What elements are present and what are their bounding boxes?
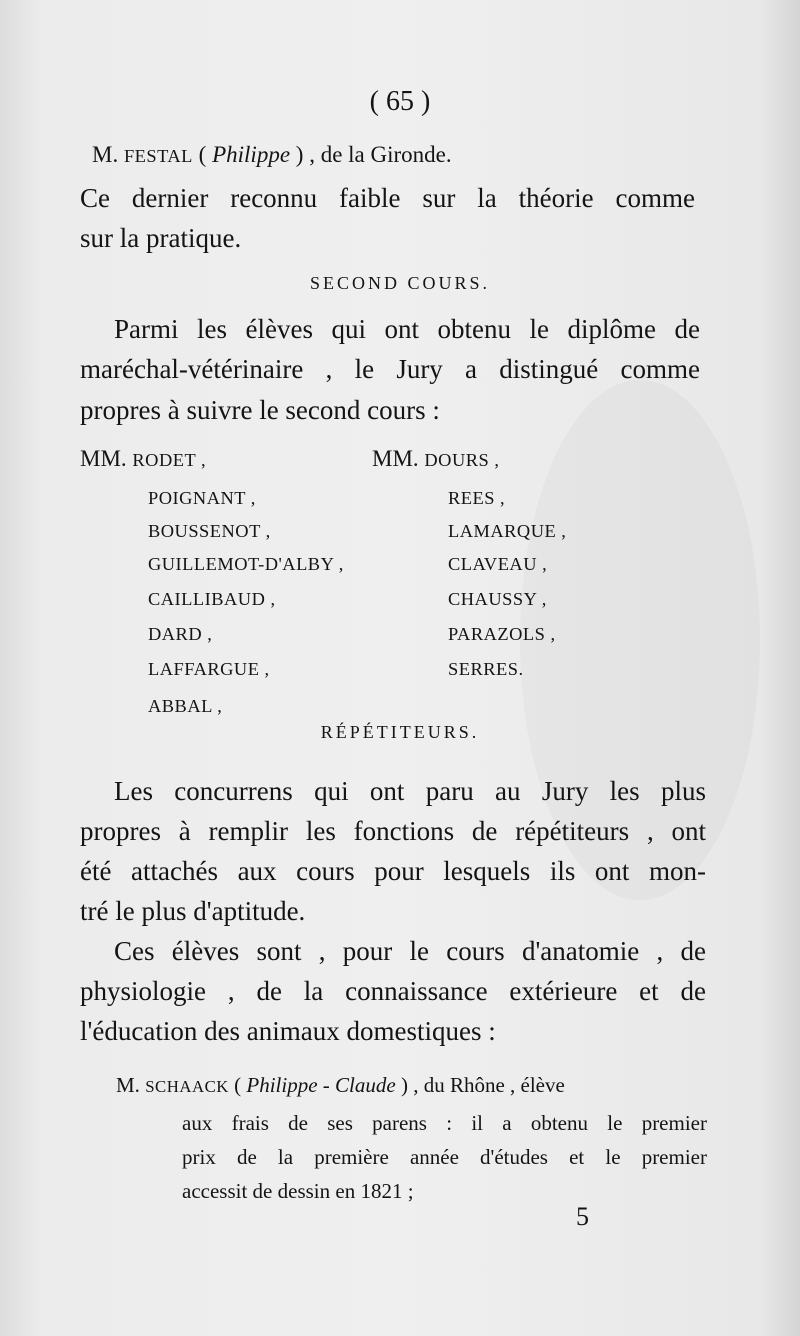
page-number: ( 65 ) <box>369 86 431 117</box>
names-list-left-header: MM. RODET , <box>80 446 207 471</box>
paragraph-line: propres à suivre le second cours : <box>80 395 440 425</box>
name-item: LAFFARGUE , <box>148 659 270 679</box>
name-item: LAMARQUE , <box>448 521 567 541</box>
paragraph-line: Ce dernier reconnu faible sur la théorie comme <box>80 183 695 213</box>
paragraph-line: l'éducation des animaux domestiques : <box>80 1016 496 1046</box>
paragraph-line: propres à remplir les fonctions de répétiteurs , ont <box>80 816 706 846</box>
name-item: CHAUSSY , <box>448 589 547 609</box>
name-item: GUILLEMOT-D'ALBY , <box>148 554 344 574</box>
signature-mark: 5 <box>576 1202 589 1231</box>
name-item: REES , <box>448 488 506 508</box>
student-entry-schaack: M. SCHAACK ( Philippe - Claude ) , du Rhône , élève <box>116 1073 565 1097</box>
name-item: CLAVEAU , <box>448 554 548 574</box>
paragraph-line: sur la pratique. <box>80 223 242 253</box>
name-item: ABBAL , <box>148 696 223 716</box>
paragraph-line: physiologie , de la connaissance extérieure et de <box>80 976 706 1006</box>
name-item: BOUSSENOT , <box>148 521 271 541</box>
entry-line: prix de la première année d'études et le premier <box>182 1145 707 1169</box>
entry-line: accessit de dessin en 1821 ; <box>182 1179 414 1203</box>
paragraph-line: été attachés aux cours pour lesquels ils ont mon- <box>80 856 706 886</box>
name-item: SERRES. <box>448 659 524 679</box>
section-heading-second-cours: SECOND COURS. <box>309 273 491 293</box>
entry-line: aux frais de ses parens : il a obtenu le premier <box>182 1111 707 1135</box>
names-list-right-header: MM. DOURS , <box>372 446 500 471</box>
name-item: PARAZOLS , <box>448 624 556 644</box>
name-item: CAILLIBAUD , <box>148 589 276 609</box>
paragraph-line: Ces élèves sont , pour le cours d'anatomie , de <box>114 936 706 966</box>
student-entry-festal: M. FESTAL ( Philippe ) , de la Gironde. <box>92 142 452 167</box>
paragraph-line: Les concurrens qui ont paru au Jury les plus <box>114 776 706 806</box>
paragraph-line: tré le plus d'aptitude. <box>80 896 306 926</box>
paragraph-line: maréchal-vétérinaire , le Jury a distingué comme <box>80 354 700 384</box>
name-item: DARD , <box>148 624 213 644</box>
section-heading-repetiteurs: RÉPÉTITEURS. <box>320 722 480 742</box>
name-item: POIGNANT , <box>148 488 256 508</box>
paragraph-line: Parmi les élèves qui ont obtenu le diplôme de <box>114 314 700 344</box>
